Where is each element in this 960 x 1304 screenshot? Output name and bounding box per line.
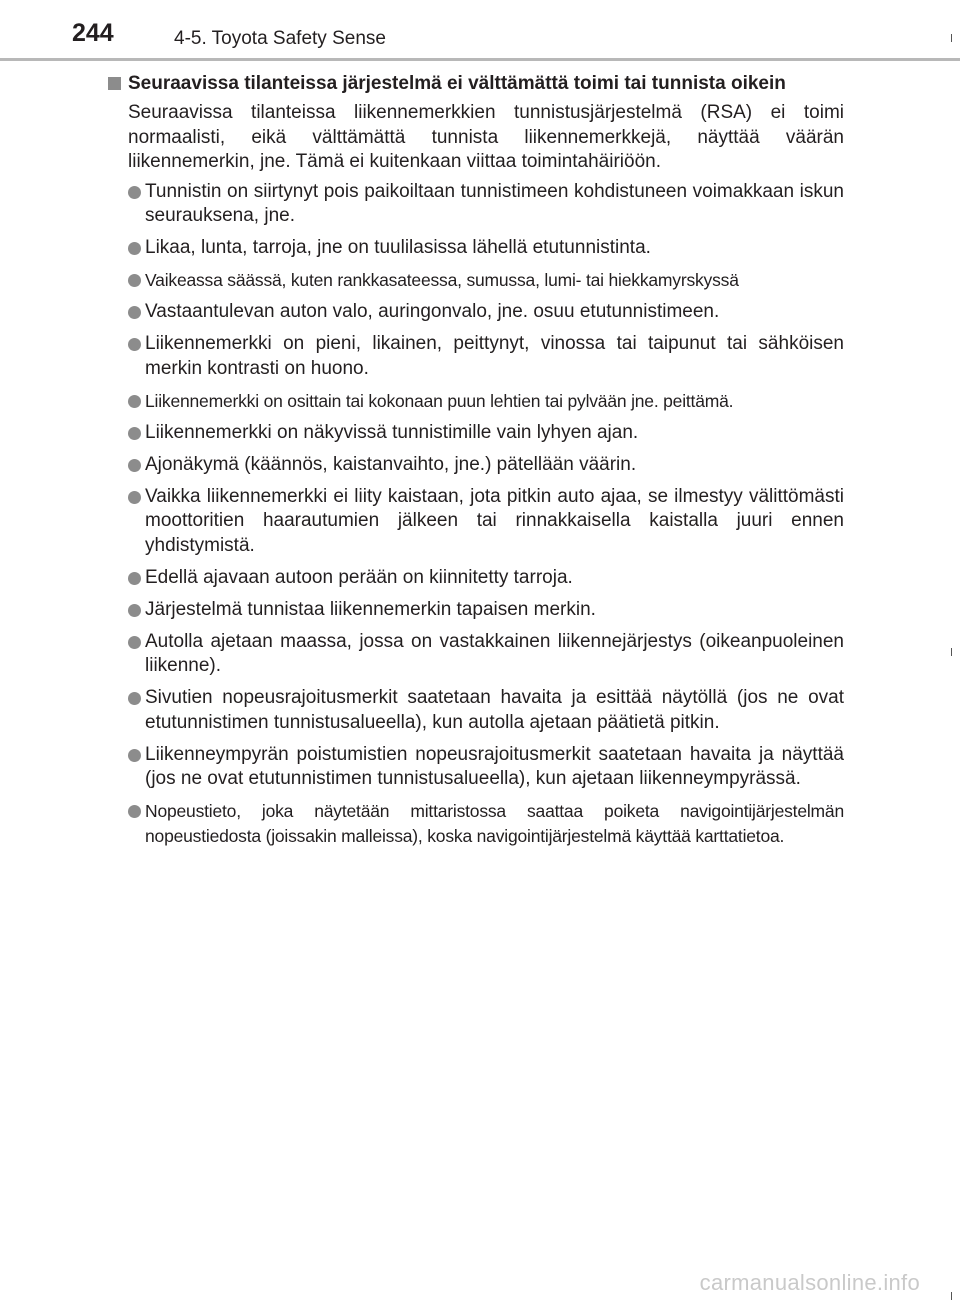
circle-bullet-icon [128,604,141,617]
section-heading-text: Seuraavissa tilanteissa järjestelmä ei välttämättä toimi tai tunnista oikein [128,73,786,94]
circle-bullet-icon [128,636,141,649]
list-item [108,236,844,261]
circle-bullet-icon [128,805,141,818]
circle-bullet-icon [128,572,141,585]
list-item [108,598,844,623]
intro-paragraph: Seuraavissa tilanteissa liikennemerkkien tunnistusjärjestelmä (RSA) ei toimi normaalisti, eikä välttämättä tunnista liikennemerkkejä, näyttää väärän liikennemerkin, jne. Tämä ei kuitenkaan viittaa toimintahäiriöön. [128,102,844,172]
list-item-text: Liikennemerkki on näkyvissä tunnistimille vain lyhyen ajan. [145,421,639,443]
section-heading [108,72,844,96]
circle-bullet-icon [128,459,141,472]
list-item-text: Autolla ajetaan maassa, jossa on vastakkainen liikennejärjestys (oikeanpuoleinen liikenne). [145,630,844,676]
crop-mark [951,648,952,656]
header-rule [0,58,960,61]
watermark: carmanualsonline.info [699,1270,920,1295]
list-item [108,743,844,792]
list-item [108,268,844,293]
list-item-text: Vastaantulevan auton valo, auringonvalo, jne. osuu etutunnistimeen. [145,301,720,322]
list-item [108,421,844,446]
list-item [108,799,844,848]
list-item [108,389,844,414]
bullet-list [108,180,844,849]
circle-bullet-icon [128,274,141,287]
list-item [108,453,844,478]
list-item [108,686,844,735]
circle-bullet-icon [128,692,141,705]
circle-bullet-icon [128,395,141,408]
circle-bullet-icon [128,491,141,504]
list-item-text: Järjestelmä tunnistaa liikennemerkin tapaisen merkin. [145,598,596,620]
list-item-text: Sivutien nopeusrajoitusmerkit saatetaan havaita ja esittää näytöllä (jos ne ovat etutunnistimen tunnistusalueella), kun autolla ajetaan päätietä pitkin. [145,687,844,733]
list-item-text: Likaa, lunta, tarroja, jne on tuulilasissa lähellä etutunnistinta. [145,237,651,258]
list-item [108,180,844,229]
list-item [108,300,844,325]
list-item [108,630,844,679]
list-item-text: Vaikka liikennemerkki ei liity kaistaan, jota pitkin auto ajaa, se ilmestyy välittömästi moottoritien haarautumien jälkeen tai rinnakkaisella kaistalla juuri ennen yhdistymistä. [145,485,844,556]
circle-bullet-icon [128,242,141,255]
list-item [108,566,844,591]
list-item-text: Liikennemerkki on osittain tai kokonaan puun lehtien tai pylvään jne. peittämä. [145,390,734,411]
main-content [108,72,844,856]
circle-bullet-icon [128,749,141,762]
list-item [108,332,844,381]
list-item-text: Liikennemerkki on pieni, likainen, peittynyt, vinossa tai taipunut tai sähköisen merkin kontrasti on huono. [145,333,844,379]
circle-bullet-icon [128,186,141,199]
list-item-text: Nopeustieto, joka näytetään mittaristossa saattaa poiketa navigointijärjestelmän nopeustiedosta (joissakin malleissa), koska navigointijärjestelmä käyttää karttatietoa. [145,801,844,846]
list-item-text: Liikenneympyrän poistumistien nopeusrajoitusmerkit saatetaan havaita ja näyttää (jos ne ovat etutunnistimen tunnistusalueella), kun ajetaan liikenneympyrässä. [145,743,844,789]
square-bullet-icon [108,77,121,90]
list-item-text: Vaikeassa säässä, kuten rankkasateessa, sumussa, lumi- tai hiekkamyrskyssä [145,270,739,290]
crop-mark [951,1292,952,1300]
page-number: 244 [72,19,114,47]
circle-bullet-icon [128,338,141,351]
circle-bullet-icon [128,306,141,319]
circle-bullet-icon [128,427,141,440]
list-item-text: Ajonäkymä (käännös, kaistanvaihto, jne.) pätellään väärin. [145,453,637,475]
crop-mark [951,34,952,42]
list-item-text: Tunnistin on siirtynyt pois paikoiltaan tunnistimeen kohdistuneen voimakkaan iskun seurauksena, jne. [145,180,844,226]
list-item-text: Edellä ajavaan autoon perään on kiinnitetty tarroja. [145,566,573,588]
page-header [0,0,960,62]
list-item [108,485,844,559]
section-title: 4-5. Toyota Safety Sense [174,28,386,49]
